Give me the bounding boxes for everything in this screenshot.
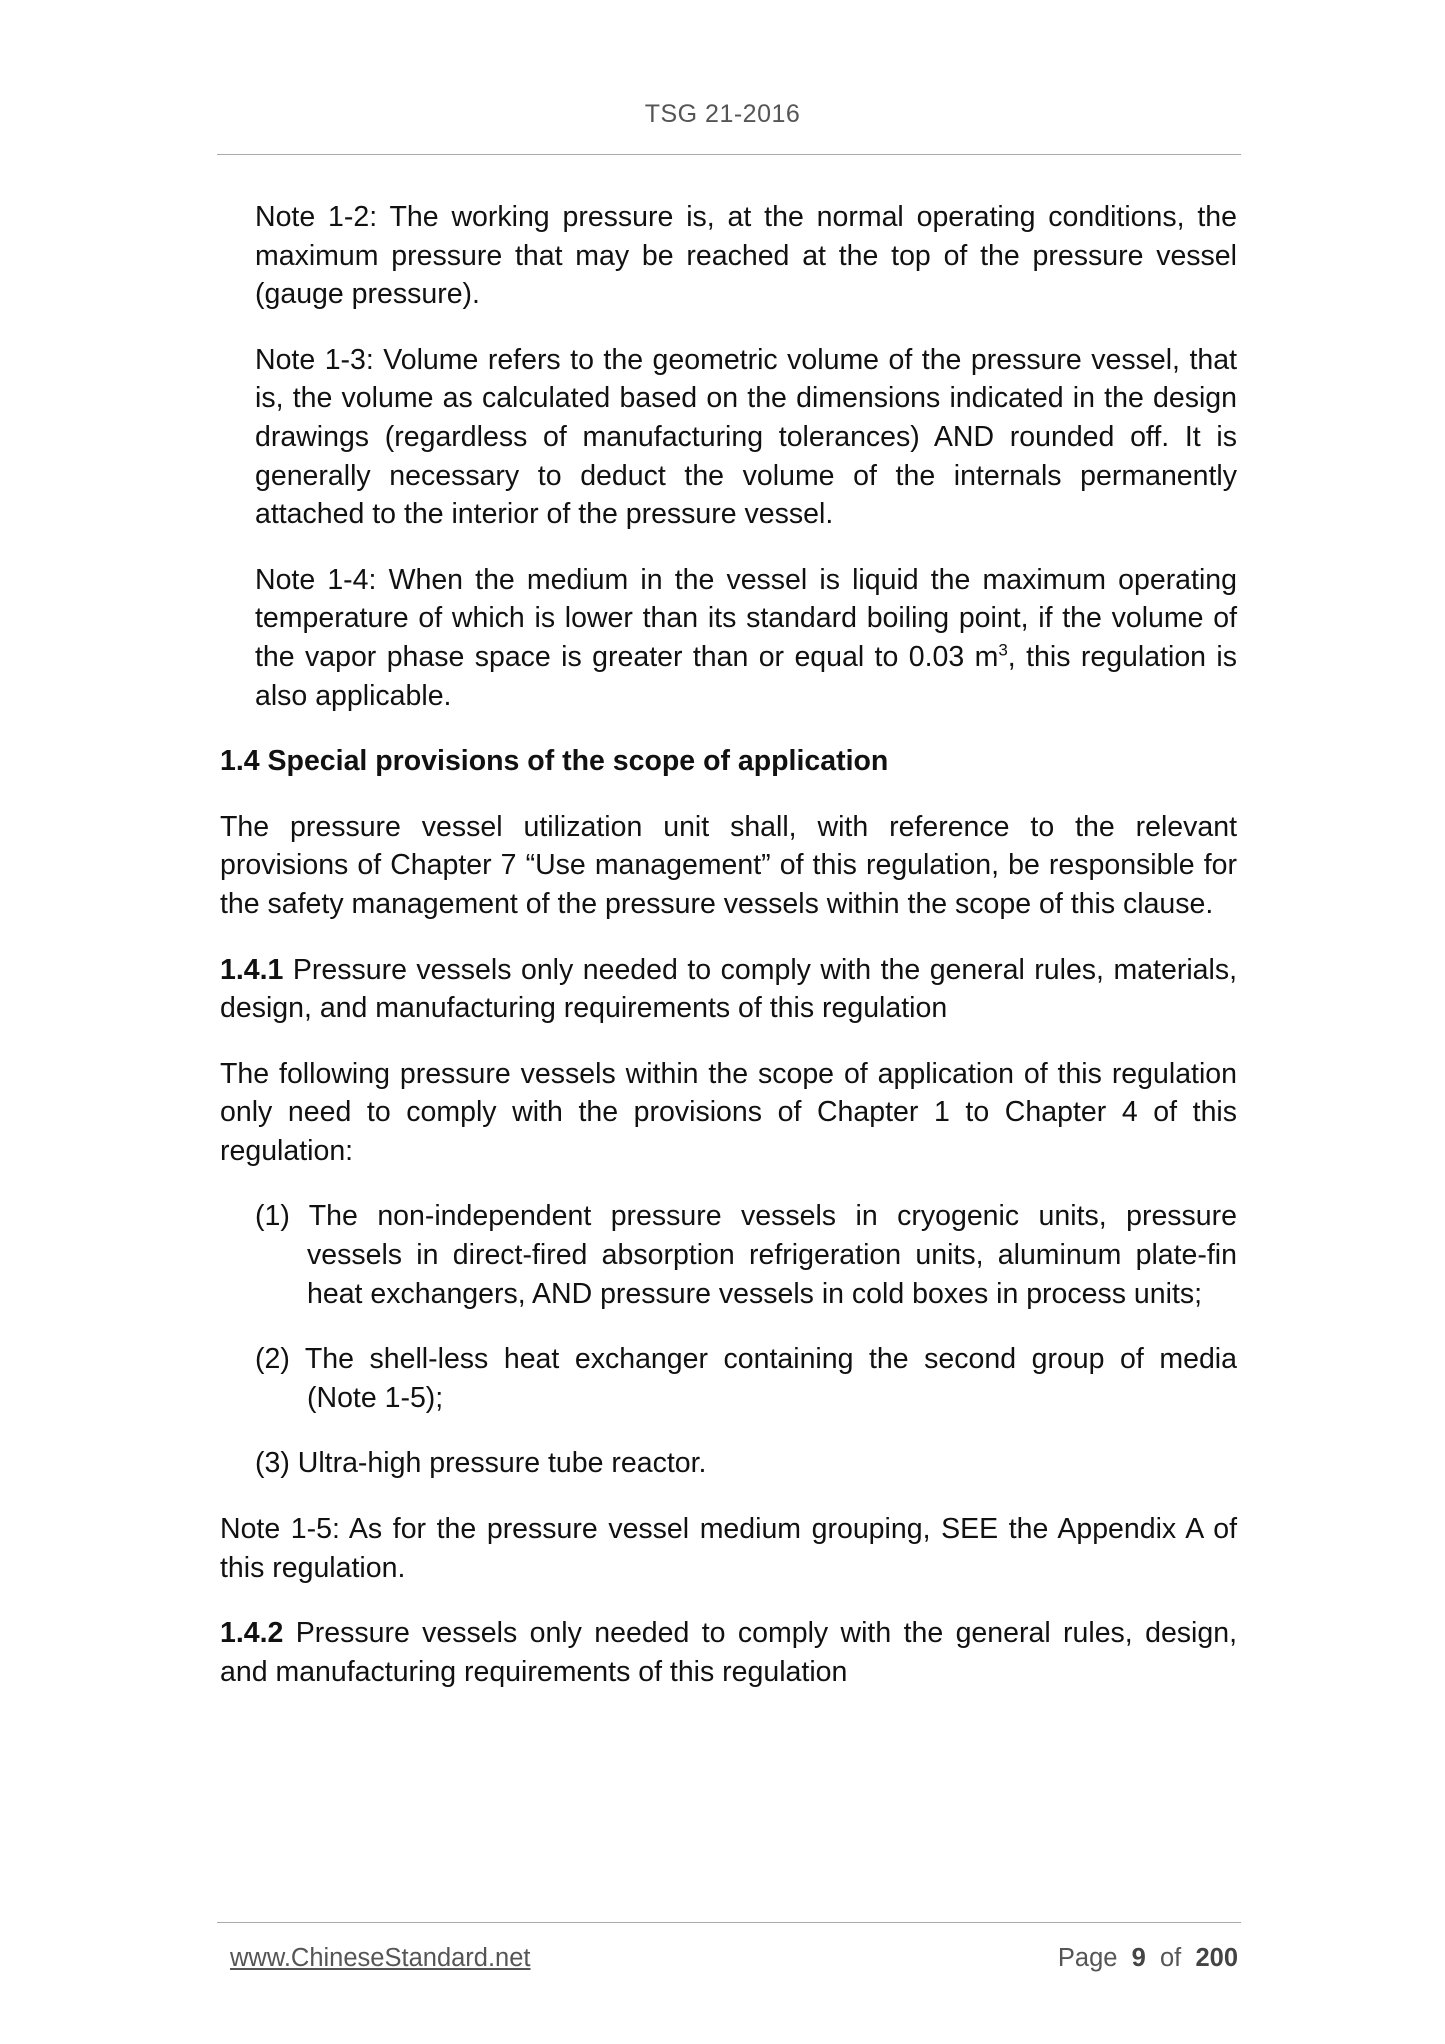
section-1-4-2-number: 1.4.2 xyxy=(220,1617,284,1650)
section-1-4-heading: 1.4 Special provisions of the scope of application xyxy=(220,745,889,778)
note-1-2: Note 1-2: The working pressure is, at the normal operating conditions, the maximum pressure that may be reached at the top of the pressure vessel (gauge pressure). xyxy=(255,201,1237,311)
section-1-4-1-title: Pressure vessels only needed to comply with the general rules, materials, design, and manufacturing requirements of this regulation xyxy=(220,953,1237,1025)
footer-divider xyxy=(217,1922,1241,1923)
page-total: 200 xyxy=(1195,1944,1238,1972)
page-current: 9 xyxy=(1131,1944,1146,1972)
list-item-2: (2) The shell-less heat exchanger containing the second group of media (Note 1-5); xyxy=(255,1343,1237,1414)
list-item-3: (3) Ultra-high pressure tube reactor. xyxy=(255,1447,707,1480)
website-link[interactable]: www.ChineseStandard.net xyxy=(230,1944,531,1972)
page-content xyxy=(220,198,1237,1691)
section-1-4-1-number: 1.4.1 xyxy=(220,953,284,986)
note-1-4 xyxy=(255,561,1237,715)
section-1-4-2-title: Pressure vessels only needed to comply with the general rules, design, and manufacturing requirements of this regulation xyxy=(220,1617,1237,1688)
note-1-4-text-end: , this regulation is also applicable. xyxy=(255,640,1237,712)
note-1-5: Note 1-5: As for the pressure vessel medium grouping, SEE the Appendix A of this regulation. xyxy=(220,1513,1237,1584)
section-1-4-body: The pressure vessel utilization unit shall, with reference to the relevant provisions of Chapter 7 “Use management” of this regulation, be responsible for the safety management of the pressure vessels within the scope of this clause. xyxy=(220,810,1237,920)
header-divider xyxy=(217,154,1241,155)
note-1-4-superscript: 3 xyxy=(998,640,1008,660)
note-1-4-text: Note 1-4: When the medium in the vessel is liquid the maximum operating temperature of which is lower than its standard boiling point, if the volume of the vapor phase space is greater than or equal to 0.03 m xyxy=(255,563,1237,673)
page-label: Page xyxy=(1057,1944,1118,1972)
section-1-4-2-heading xyxy=(220,1614,1237,1691)
note-1-3: Note 1-3: Volume refers to the geometric volume of the pressure vessel, that is, the volume as calculated based on the dimensions indicated in the design drawings (regardless of manufacturing tolerances) AND rounded off. It is generally necessary to deduct the volume of the internals permanently attached to the interior of the pressure vessel. xyxy=(255,343,1237,531)
section-1-4-1-intro: The following pressure vessels within the scope of application of this regulation only need to comply with the provisions of Chapter 1 to Chapter 4 of this regulation: xyxy=(220,1057,1237,1167)
section-1-4-1-heading xyxy=(220,951,1237,1028)
list-item-1: (1) The non-independent pressure vessels in cryogenic units, pressure vessels in direct-fired absorption refrigeration units, aluminum plate-fin heat exchangers, AND pressure vessels in cold boxes in process units; xyxy=(255,1200,1237,1310)
page-number xyxy=(1058,1944,1238,1973)
page-of: of xyxy=(1160,1944,1182,1972)
document-header-code: TSG 21-2016 xyxy=(644,100,801,128)
